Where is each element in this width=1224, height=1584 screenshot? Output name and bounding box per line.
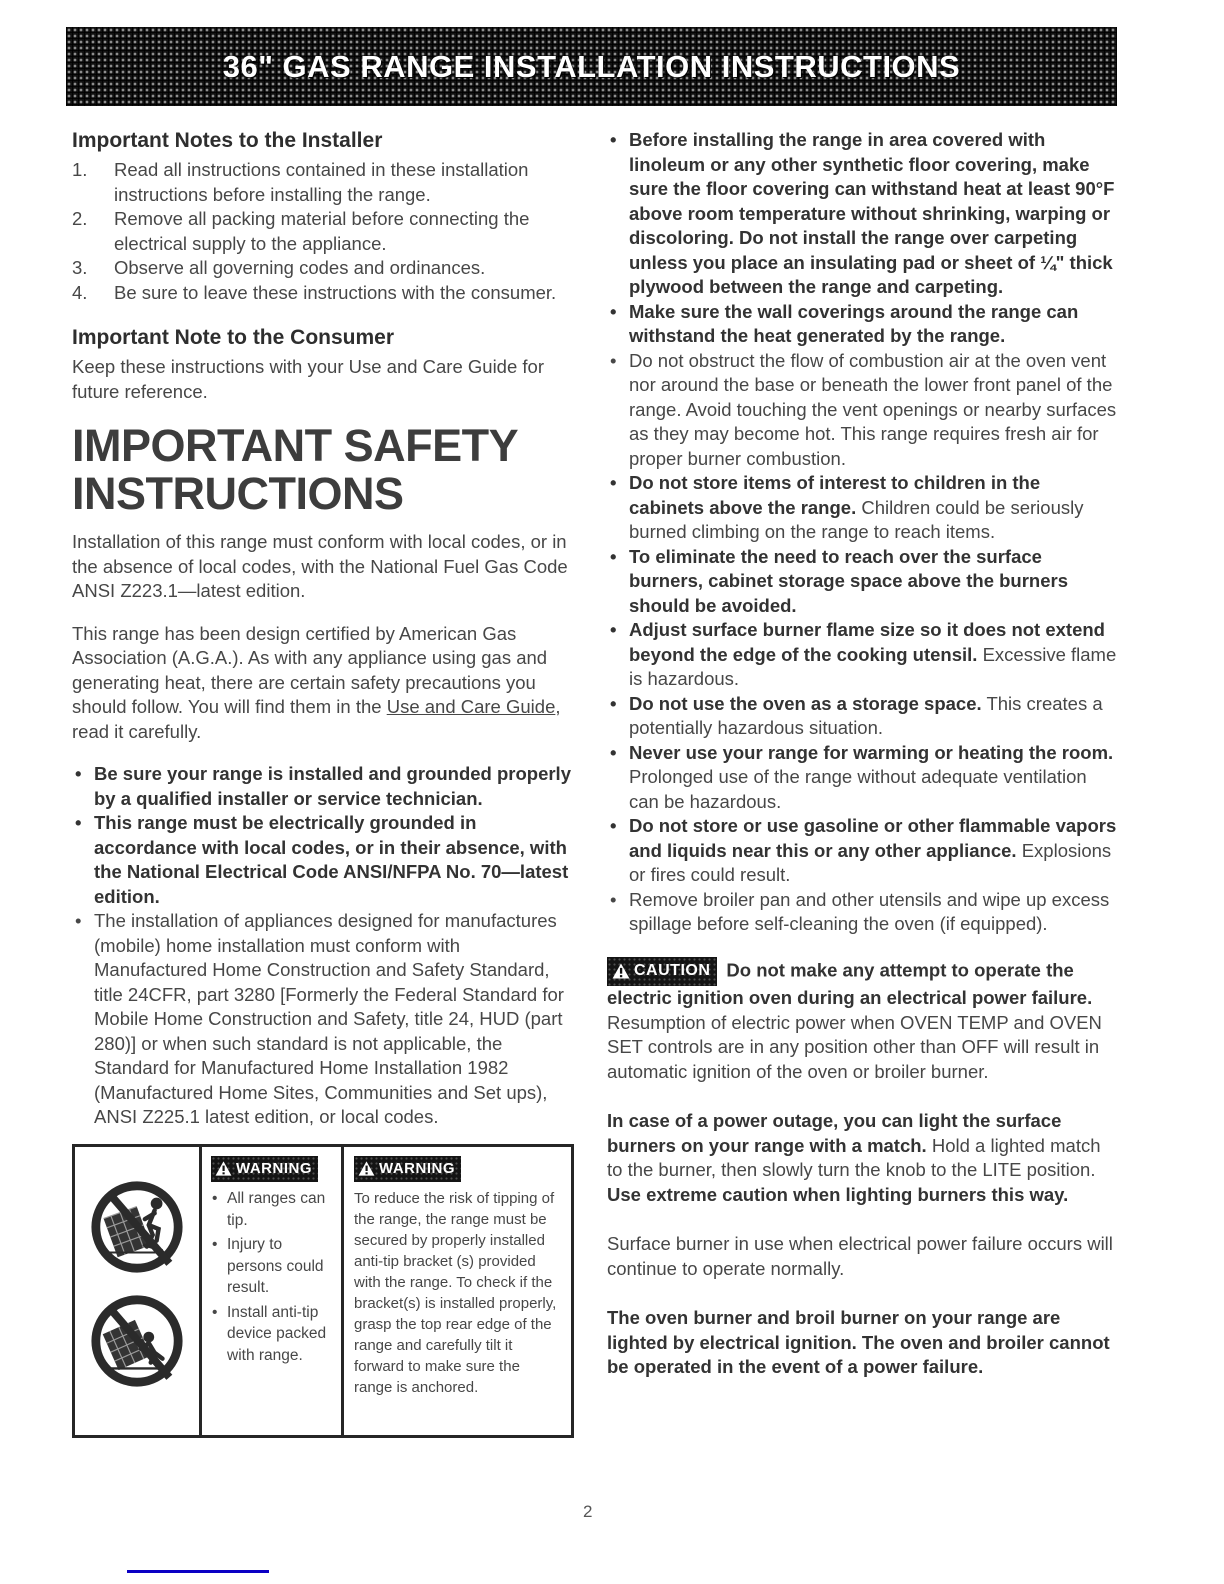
bullet-item: • Never use your range for warming or heating the room. Prolonged use of the range without adequate ventilation can be hazardous. [610, 741, 1114, 812]
warning-badge [211, 1156, 318, 1183]
warning-bullet: • Injury to persons could result. [212, 1236, 324, 1296]
bullet-item: • To eliminate the need to reach over the surface burners, cabinet storage space above the burners should be avoided. [610, 545, 1069, 616]
left-column [72, 128, 577, 1438]
bullet-marker: • [212, 1236, 218, 1253]
bullet-item: • Be sure your range is installed and grounded properly by a qualified installer or service technician. [75, 763, 571, 809]
bullet-marker: • [75, 763, 82, 784]
safety-para-1: Installation of this range must conform with local codes, or in the absence of local codes, with the National Fuel Gas Code ANSI Z223.1—latest edition. [72, 531, 568, 601]
bullet-marker: • [610, 472, 617, 493]
bullet-item: • Do not obstruct the flow of combustion air at the oven vent nor around the base or beneath the lower front panel of the range. Avoid touching the vent openings or nearby surfaces as they may become hot. This range requires fresh air for proper burner combustion. [610, 349, 1117, 469]
bullet-item: • The installation of appliances designed for manufactures (mobile) home installation must conform with Manufactured Home Construction and Safety Standard, title 24CFR, part 3280 [Formerly the Federal Standard for Mobile Home Construction and Safety, title 24, HUD (part 280)] or when such standard is not applicable, the Standard for Manufactured Home Installation 1982 (Manufactured Home Sites, Communities and Set ups), ANSI Z225.1 latest edition, or local codes. [75, 910, 564, 1127]
bullet-marker: • [212, 1190, 218, 1207]
warning-bullet: • All ranges can tip. [212, 1190, 326, 1229]
bullet-marker: • [610, 692, 617, 714]
bullet-marker: • [610, 300, 617, 322]
consumer-heading: Important Note to the Consumer [72, 326, 395, 349]
warning-table [72, 1144, 574, 1438]
warning-badge-label: WARNING [236, 1159, 312, 1177]
warning-triangle-icon [215, 1161, 232, 1176]
safety-para-2 [72, 622, 577, 745]
bullet-item: • Remove broiler pan and other utensils and wipe up excess spillage before self-cleaning the oven (if equipped). [610, 888, 1110, 934]
item-number: 4. [72, 281, 88, 303]
bullet-item: • Do not use the oven as a storage space. This creates a potentially hazardous situation. [610, 692, 1103, 738]
caution-triangle-icon [612, 963, 630, 979]
bullet-marker: • [610, 129, 617, 150]
caution-paragraph: CAUTION Do not make any attempt to operate the electric ignition oven during an electrical power failure. Resumption of electric power when OVEN TEMP and OVEN SET controls are in any position other than OFF will result in automatic ignition of the oven or broiler burner. [607, 957, 1117, 1085]
match-paragraph: In case of a power outage, you can light the surface burners on your range with a match. Hold a lighted match to the burner, then slowly turn the knob to the LITE position. Use extreme caution when lighting burners this way. [607, 1110, 1101, 1205]
bullet-item: • Before installing the range in area covered with linoleum or any other synthetic floor covering, make sure the floor covering can withstand heat at least 90°F above room temperature without shrinking, warping or discoloring. Do not install the range over carpeting unless you place an insulating pad or sheet of ¼" thick plywood between the range and carpeting. [610, 129, 1115, 297]
safety-para-2-post: , read it carefully. [72, 696, 561, 742]
item-text: Remove all packing material before connecting the electrical supply to the appliance. [114, 208, 530, 254]
bullet-item: • Do not store or use gasoline or other flammable vapors and liquids near this or any other appliance. Explosions or fires could result. [610, 815, 1117, 885]
item-number: 2. [72, 208, 88, 229]
bullet-item: • This range must be electrically grounded in accordance with local codes, or in their absence, with the National Electrical Code ANSI/NFPA No. 70—latest edition. [75, 812, 569, 907]
item-number: 3. [72, 257, 88, 278]
warning-bullet-list [211, 1188, 334, 1366]
bullet-marker: • [212, 1303, 218, 1321]
list-item [72, 256, 577, 281]
consumer-body: Keep these instructions with your Use and Care Guide for future reference. [72, 356, 544, 402]
warning-table-icons-cell [75, 1147, 202, 1435]
warning-text: To reduce the risk of tipping of the range, the range must be secured by properly installed anti-tip bracket (s) provided with the range. To check if the bracket(s) is installed properly, grasp the top rear edge of the range and carefully tilt it forward to make sure the range is anchored. [354, 1189, 557, 1396]
surface-paragraph: Surface burner in use when electrical power failure occurs will continue to operate normally. [607, 1233, 1113, 1279]
bullet-marker: • [610, 741, 617, 763]
bullet-marker: • [75, 812, 82, 833]
safety-bullet-list [72, 762, 577, 1130]
bullet-item: • Make sure the wall coverings around the range can withstand the heat generated by the range. [610, 300, 1079, 346]
page-title: 36" GAS RANGE INSTALLATION INSTRUCTIONS [222, 48, 961, 84]
caution-badge-label: CAUTION [634, 961, 711, 979]
warning-triangle-icon [358, 1161, 375, 1176]
bullet-marker: • [610, 349, 617, 371]
precaution-bullet-list [607, 128, 1117, 937]
safety-para-2-pre: This range has been design certified by American Gas Association (A.G.A.). As with any appliance using gas and generating heat, there are certain safety precautions you should follow. You will find them in the [72, 622, 548, 717]
installer-heading: Important Notes to the Installer [72, 129, 383, 152]
item-text: Read all instructions contained in these installation instructions before installing the range. [114, 159, 529, 205]
range-tip-hazard-icon-1 [88, 1177, 186, 1277]
warning-table-summary-cell [202, 1147, 344, 1435]
safety-heading: IMPORTANT SAFETY INSTRUCTIONS [72, 420, 518, 519]
warning-badge [354, 1156, 461, 1182]
list-item [72, 158, 577, 207]
bullet-marker: • [610, 545, 617, 567]
warning-bullet: • Install anti-tip device packed with range. [212, 1303, 327, 1364]
right-column [607, 128, 1117, 1405]
bullet-marker: • [75, 910, 82, 931]
range-tip-hazard-icon-2 [88, 1291, 186, 1391]
header-band [66, 27, 1117, 106]
list-item [72, 281, 577, 306]
oven-paragraph: The oven burner and broil burner on your range are lighted by electrical ignition. The oven and broiler cannot be operated in the event of a power failure. [607, 1307, 1110, 1377]
warning-table-detail-cell [344, 1147, 571, 1435]
list-item [72, 207, 577, 256]
item-text: Be sure to leave these instructions with the consumer. [114, 281, 557, 303]
warning-badge-label: WARNING [379, 1159, 455, 1177]
bullet-item: • Do not store items of interest to children in the cabinets above the range. Children could be seriously burned climbing on the range to reach items. [610, 472, 1084, 542]
item-number: 1. [72, 159, 88, 180]
footer-line [127, 1570, 269, 1573]
bullet-item: • Adjust surface burner flame size so it does not extend beyond the edge of the cooking utensil. Excessive flame is hazardous. [610, 619, 1117, 689]
bullet-marker: • [610, 888, 617, 910]
bullet-marker: • [610, 619, 617, 640]
installer-list [72, 158, 577, 305]
caution-badge [607, 957, 717, 987]
page-number: 2 [583, 1502, 593, 1521]
bullet-marker: • [610, 815, 617, 836]
use-care-guide-link: Use and Care Guide [386, 696, 556, 717]
item-text: Observe all governing codes and ordinances. [114, 257, 486, 278]
